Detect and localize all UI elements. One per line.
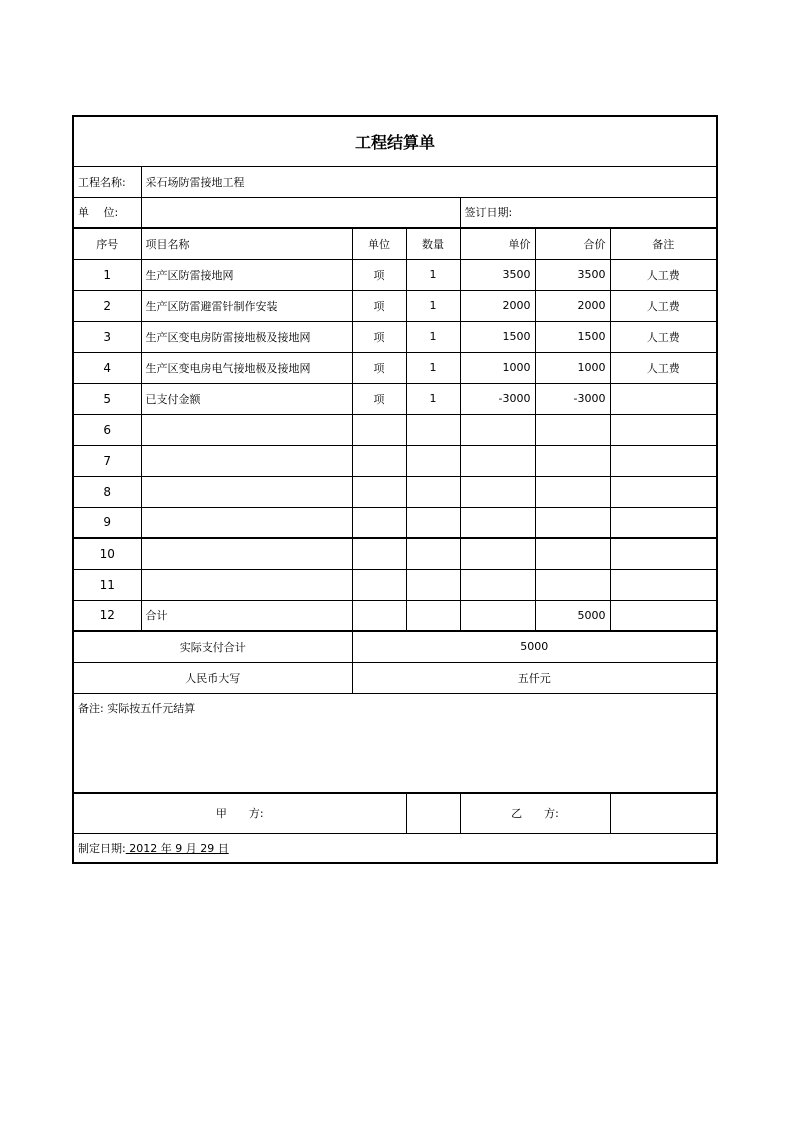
made-date-value: 2012 年 9 月 29 日 <box>125 841 229 855</box>
row-total: 5000 <box>535 600 610 631</box>
row-total: 3500 <box>535 259 610 290</box>
row-qty: 1 <box>406 290 460 321</box>
row-unit: 项 <box>352 290 406 321</box>
row-qty <box>406 600 460 631</box>
row-item-name <box>141 476 352 507</box>
header-qty: 数量 <box>406 228 460 259</box>
table-row <box>73 290 717 321</box>
row-qty: 1 <box>406 259 460 290</box>
row-note <box>610 476 717 507</box>
row-number: 11 <box>73 569 141 600</box>
row-item-name <box>141 538 352 569</box>
row-item-name: 合计 <box>141 600 352 631</box>
row-number: 6 <box>73 414 141 445</box>
row-price <box>460 507 535 538</box>
header-price: 单价 <box>460 228 535 259</box>
made-date-label: 制定日期: <box>78 841 126 855</box>
row-item-name: 生产区变电房电气接地极及接地网 <box>141 352 352 383</box>
row-unit <box>352 538 406 569</box>
row-item-name <box>141 569 352 600</box>
row-unit <box>352 476 406 507</box>
row-item-name: 已支付金额 <box>141 383 352 414</box>
party-b-value <box>610 793 717 833</box>
row-unit <box>352 507 406 538</box>
row-price: 1000 <box>460 352 535 383</box>
row-number: 10 <box>73 538 141 569</box>
row-number: 3 <box>73 321 141 352</box>
row-price <box>460 600 535 631</box>
row-number: 5 <box>73 383 141 414</box>
header-no: 序号 <box>73 228 141 259</box>
table-row <box>73 352 717 383</box>
row-price: 2000 <box>460 290 535 321</box>
row-note <box>610 569 717 600</box>
row-total <box>535 507 610 538</box>
row-unit <box>352 414 406 445</box>
row-item-name: 生产区变电房防雷接地极及接地网 <box>141 321 352 352</box>
table-row <box>73 569 717 600</box>
row-total: 1000 <box>535 352 610 383</box>
actual-total-label: 实际支付合计 <box>73 631 352 662</box>
actual-total-value: 5000 <box>352 631 717 662</box>
project-name-value: 采石场防雷接地工程 <box>141 166 717 197</box>
row-qty <box>406 569 460 600</box>
row-unit: 项 <box>352 321 406 352</box>
row-total <box>535 414 610 445</box>
row-note: 人工费 <box>610 352 717 383</box>
row-total: 2000 <box>535 290 610 321</box>
row-price <box>460 569 535 600</box>
row-number: 12 <box>73 600 141 631</box>
row-unit <box>352 445 406 476</box>
unit-label: 单 位: <box>73 197 141 228</box>
table-row <box>73 383 717 414</box>
party-a-label: 甲 方: <box>73 793 406 833</box>
row-price: 1500 <box>460 321 535 352</box>
sign-date-label: 签订日期: <box>460 197 717 228</box>
row-total <box>535 476 610 507</box>
row-note <box>610 507 717 538</box>
row-total <box>535 569 610 600</box>
row-unit: 项 <box>352 352 406 383</box>
row-note <box>610 600 717 631</box>
row-item-name <box>141 414 352 445</box>
row-note <box>610 383 717 414</box>
row-number: 4 <box>73 352 141 383</box>
row-note: 人工费 <box>610 321 717 352</box>
page-title: 工程结算单 <box>73 116 717 166</box>
row-total: -3000 <box>535 383 610 414</box>
table-row <box>73 538 717 569</box>
row-unit <box>352 600 406 631</box>
party-a-value <box>406 793 460 833</box>
row-total: 1500 <box>535 321 610 352</box>
row-note <box>610 414 717 445</box>
row-price <box>460 538 535 569</box>
row-price <box>460 414 535 445</box>
table-row <box>73 414 717 445</box>
row-unit: 项 <box>352 383 406 414</box>
unit-value <box>141 197 460 228</box>
row-qty <box>406 414 460 445</box>
header-note: 备注 <box>610 228 717 259</box>
row-note <box>610 445 717 476</box>
row-price <box>460 476 535 507</box>
rmb-label: 人民币大写 <box>73 662 352 693</box>
table-row <box>73 600 717 631</box>
row-qty: 1 <box>406 383 460 414</box>
row-item-name: 生产区防雷避雷针制作安装 <box>141 290 352 321</box>
table-row <box>73 445 717 476</box>
row-qty: 1 <box>406 352 460 383</box>
settlement-sheet <box>72 115 716 864</box>
table-row <box>73 321 717 352</box>
row-qty <box>406 445 460 476</box>
row-note: 人工费 <box>610 290 717 321</box>
header-item-name: 项目名称 <box>141 228 352 259</box>
row-number: 2 <box>73 290 141 321</box>
row-price: -3000 <box>460 383 535 414</box>
row-qty <box>406 507 460 538</box>
project-name-label: 工程名称: <box>73 166 141 197</box>
row-qty <box>406 538 460 569</box>
row-unit: 项 <box>352 259 406 290</box>
row-price <box>460 445 535 476</box>
row-number: 8 <box>73 476 141 507</box>
row-number: 1 <box>73 259 141 290</box>
row-total <box>535 445 610 476</box>
row-note <box>610 538 717 569</box>
row-number: 7 <box>73 445 141 476</box>
row-price: 3500 <box>460 259 535 290</box>
rmb-value: 五仟元 <box>352 662 717 693</box>
row-item-name: 生产区防雷接地网 <box>141 259 352 290</box>
row-item-name <box>141 445 352 476</box>
notes: 备注: 实际按五仟元结算 <box>73 693 717 793</box>
row-note: 人工费 <box>610 259 717 290</box>
table-row <box>73 476 717 507</box>
row-total <box>535 538 610 569</box>
settlement-table <box>72 115 718 864</box>
table-row <box>73 259 717 290</box>
header-unit: 单位 <box>352 228 406 259</box>
row-qty <box>406 476 460 507</box>
made-date <box>73 833 717 863</box>
row-qty: 1 <box>406 321 460 352</box>
party-b-label: 乙 方: <box>460 793 610 833</box>
row-item-name <box>141 507 352 538</box>
row-number: 9 <box>73 507 141 538</box>
row-unit <box>352 569 406 600</box>
table-row <box>73 507 717 538</box>
header-total: 合价 <box>535 228 610 259</box>
